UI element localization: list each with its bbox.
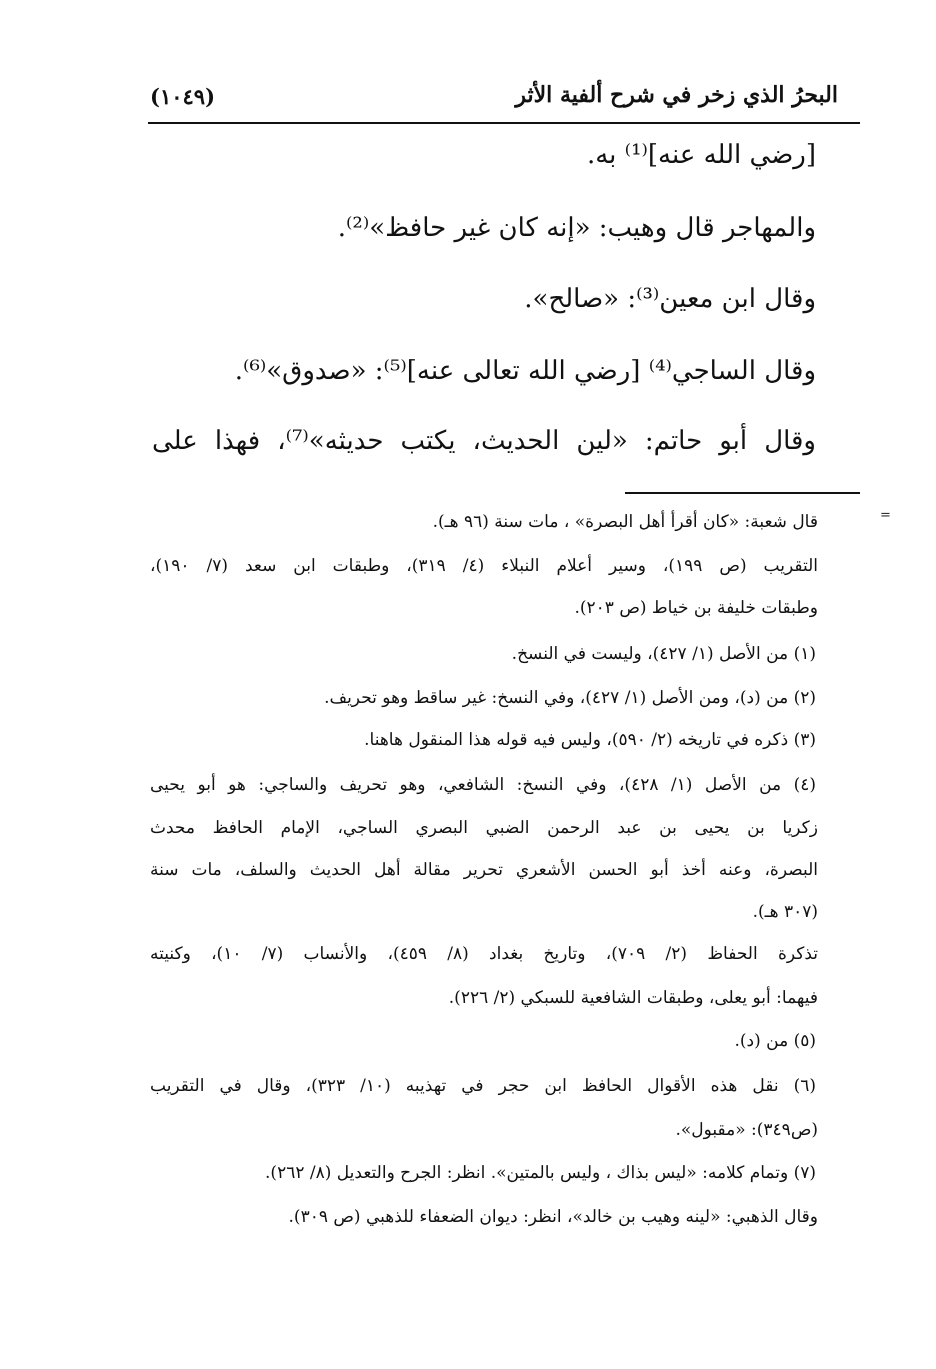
page-number: (١٠٤٩) — [150, 84, 215, 109]
margin-mark: = — [880, 508, 891, 523]
footnote-line: تذكرة الحفاظ (٢/ ٧٠٩)، وتاريخ بغداد (٨/ ٤٥٩)، والأنساب (٧/ ١٠)، وكنيته — [150, 944, 818, 964]
footnote-line: (٧) وتمام كلامه: «ليس بذاك ، وليس بالمتين». انظر: الجرح والتعديل (٨/ ٢٦٢). — [265, 1163, 816, 1183]
footnote-line: (ص٣٤٩): «مقبول». — [675, 1120, 818, 1140]
footnote-line: (٣) ذكره في تاريخه (٢/ ٥٩٠)، وليس فيه قوله هذا المنقول هاهنا. — [364, 730, 816, 750]
footnote-line: (٣٠٧ هـ). — [752, 902, 818, 922]
footnote-line: قال شعبة: «كان أقرأ أهل البصرة» ، مات سنة (٩٦ هـ). — [432, 512, 818, 532]
footnote-line: (٤) من الأصل (١/ ٤٢٨)، وفي النسخ: الشافعي، وهو تحريف والساجي: هو أبو يحيى — [150, 775, 816, 795]
footnote-line: وقال الذهبي: «لينه وهيب بن خالد»، انظر: ديوان الضعفاء للذهبي (ص ٣٠٩). — [288, 1207, 818, 1227]
footnote-line: التقريب (ص ١٩٩)، وسير أعلام النبلاء (٤/ ٣١٩)، وطبقات ابن سعد (٧/ ١٩٠)، — [150, 556, 818, 576]
footnote-separator — [625, 492, 860, 494]
footnote-line: (٥) من (د). — [734, 1031, 816, 1051]
footnote-line: فيهما: أبو يعلى، وطبقات الشافعية للسبكي (٢/ ٢٢٦). — [448, 988, 818, 1008]
footnote-line: (٢) من (د)، ومن الأصل (١/ ٤٢٧)، وفي النسخ: غير ساقط وهو تحريف. — [324, 688, 816, 708]
header-rule — [148, 122, 860, 124]
footnote-line: زكريا بن يحيى بن عبد الرحمن الضبي البصري الساجي، الإمام الحافظ محدث — [150, 818, 818, 838]
main-text-line: وقال الساجي⁽⁴⁾ [رضي الله تعالى عنه]⁽⁵⁾: «صدوق»⁽⁶⁾. — [234, 356, 816, 386]
footnote-line: البصرة، وعنه أخذ أبو الحسن الأشعري تحرير مقالة أهل الحديث والسلف، مات سنة — [150, 860, 818, 880]
footnote-line: وطبقات خليفة بن خياط (ص ٢٠٣). — [574, 598, 818, 618]
main-text-line: والمهاجر قال وهيب: «إنه كان غير حافظ»⁽²⁾. — [337, 213, 816, 243]
footnote-line: (٦) نقل هذه الأقوال الحافظ ابن حجر في تهذيبه (١٠/ ٣٢٣)، وقال في التقريب — [150, 1076, 816, 1096]
main-text-line: وقال ابن معين⁽³⁾: «صالح». — [524, 284, 816, 314]
footnote-line: (١) من الأصل (١/ ٤٢٧)، وليست في النسخ. — [511, 644, 816, 664]
running-title: البحرُ الذي زخر في شرح ألفية الأثر — [515, 82, 838, 108]
main-text-line: [رضي الله عنه]⁽¹⁾ به. — [586, 140, 816, 170]
main-text-line: وقال أبو حاتم: «لين الحديث، يكتب حديثه»⁽⁷⁾، فهذا على — [152, 426, 816, 456]
